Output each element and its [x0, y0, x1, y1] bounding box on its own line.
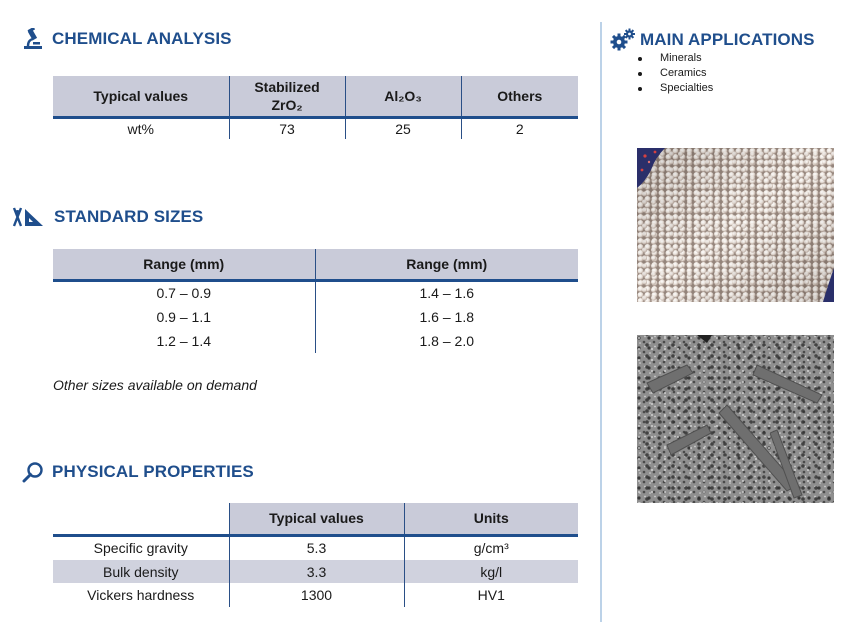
- table-header: Typical values: [229, 503, 404, 535]
- table-header: Al₂O₃: [345, 76, 461, 117]
- chemical-analysis-title: CHEMICAL ANALYSIS: [52, 29, 232, 48]
- table-cell: g/cm³: [404, 535, 578, 560]
- main-applications-heading: [610, 28, 815, 52]
- table-row: [53, 329, 578, 353]
- table-cell: 73: [229, 117, 345, 139]
- list-item: Specialties: [636, 81, 713, 96]
- table-cell: kg/l: [404, 560, 578, 583]
- applications-list: [636, 51, 713, 96]
- table-header: Typical values: [53, 76, 229, 117]
- list-item: Ceramics: [636, 66, 713, 81]
- column-divider: [600, 22, 602, 622]
- table-cell: wt%: [127, 120, 154, 137]
- table-cell: 2: [461, 117, 578, 139]
- table-cell: 5.3: [229, 535, 404, 560]
- table-cell: Bulk density: [53, 560, 229, 583]
- table-header: [53, 503, 229, 535]
- standard-sizes-heading: [12, 206, 203, 228]
- beads-photo: [637, 148, 834, 302]
- table-cell: 1.8 – 2.0: [315, 329, 578, 353]
- standard-sizes-table: [53, 249, 578, 353]
- table-header: Range (mm): [315, 249, 578, 280]
- table-cell: 1.2 – 1.4: [156, 333, 211, 349]
- sizes-note: Other sizes available on demand: [53, 377, 257, 393]
- table-header: Others: [461, 76, 578, 117]
- table-row: [53, 280, 578, 305]
- physical-properties-table: [53, 503, 578, 607]
- table-cell: HV1: [404, 583, 578, 607]
- table-row: [53, 583, 578, 607]
- table-cell: 3.3: [229, 560, 404, 583]
- main-applications-title: MAIN APPLICATIONS: [640, 30, 815, 49]
- table-header-zro2: Stabilized ZrO₂: [254, 78, 320, 113]
- table-cell: 0.7 – 0.9: [156, 285, 211, 302]
- micrograph-photo: [637, 335, 834, 503]
- standard-sizes-title: STANDARD SIZES: [54, 207, 204, 226]
- list-item: Minerals: [636, 51, 713, 66]
- table-header: [229, 76, 345, 117]
- table-row: [53, 305, 578, 329]
- table-cell: 25: [345, 117, 461, 139]
- table-row: [53, 535, 578, 560]
- physical-properties-heading: [22, 461, 254, 483]
- table-header: Range (mm): [53, 249, 315, 280]
- magnifier-icon: [22, 461, 44, 483]
- table-header: Units: [404, 503, 578, 535]
- table-cell: Specific gravity: [93, 540, 188, 557]
- table-cell: 1.6 – 1.8: [315, 305, 578, 329]
- table-cell: 0.9 – 1.1: [156, 309, 211, 325]
- microscope-icon: [22, 28, 44, 50]
- table-cell: 1.4 – 1.6: [315, 280, 578, 305]
- table-cell: 1300: [229, 583, 404, 607]
- chemical-analysis-heading: [22, 28, 232, 50]
- table-cell: Vickers hardness: [87, 587, 195, 603]
- gears-icon: [610, 28, 636, 52]
- chemical-analysis-table: [53, 76, 578, 139]
- physical-properties-title: PHYSICAL PROPERTIES: [52, 462, 254, 481]
- ruler-compass-icon: [12, 206, 46, 228]
- table-row: [53, 560, 578, 583]
